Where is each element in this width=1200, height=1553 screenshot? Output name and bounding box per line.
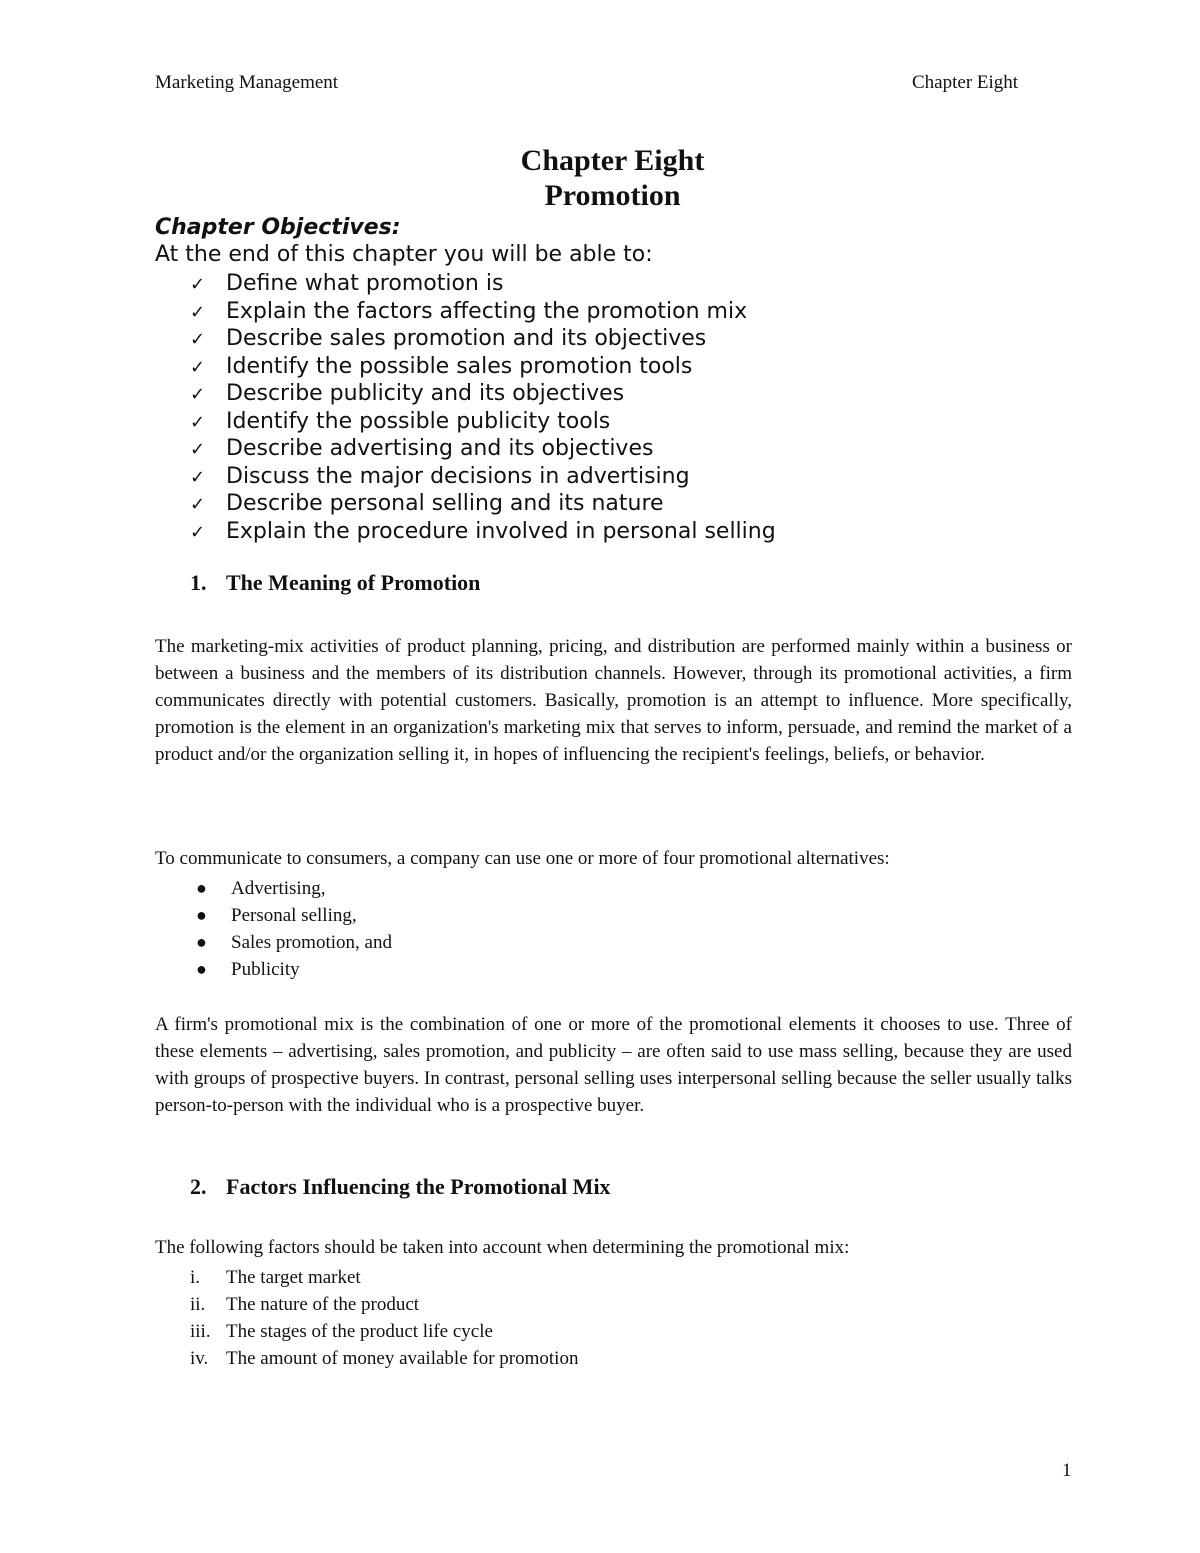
list-item	[196, 902, 392, 929]
objective-item	[190, 463, 776, 491]
list-item-text: Personal selling,	[231, 905, 357, 926]
running-header-right: Chapter Eight	[912, 72, 1019, 93]
check-icon: ✓	[190, 356, 206, 378]
section-heading-factors	[190, 1174, 611, 1200]
objective-text: Discuss the major decisions in advertising	[226, 463, 690, 489]
list-item-number: iii.	[190, 1321, 211, 1342]
check-icon: ✓	[190, 274, 206, 295]
running-header-left: Marketing Management	[155, 72, 339, 93]
objectives-list	[190, 270, 776, 545]
check-icon: ✓	[190, 411, 206, 433]
objective-text: Explain the procedure involved in personal selling	[226, 518, 776, 544]
alternatives-list	[196, 875, 392, 983]
list-item	[196, 929, 392, 956]
bullet-icon: ●	[196, 878, 207, 898]
list-item-text: Advertising,	[231, 878, 326, 899]
objective-text: Describe advertising and its objectives	[226, 436, 654, 461]
paragraph-promotional-mix: A firm's promotional mix is the combination of one or more of the promotional elements it chooses to use. Three of these elements – advertising, sales promotion, and publicity – are often said to use mass selling, because they are used with groups of prospective buyers. In contrast, personal selling uses interpersonal selling because the seller usually talks person-to-person with the individual who is a prospective buyer.	[155, 1014, 1072, 1116]
section-number: 2.	[190, 1174, 207, 1199]
bullet-icon: ●	[196, 959, 207, 979]
section-heading-meaning	[190, 570, 480, 596]
list-item-number: i.	[190, 1267, 201, 1288]
chapter-title-line2: Promotion	[544, 179, 681, 212]
objective-text: Identify the possible sales promotion tools	[226, 353, 693, 379]
objective-text: Describe sales promotion and its objectives	[226, 326, 707, 351]
objective-item	[190, 270, 776, 298]
list-item	[190, 1291, 578, 1318]
paragraph-factors-intro: The following factors should be taken into account when determining the promotional mix:	[155, 1237, 850, 1258]
bullet-icon: ●	[196, 932, 207, 952]
objective-item	[190, 325, 776, 353]
list-item-text: The nature of the product	[226, 1294, 420, 1315]
factors-list	[190, 1264, 578, 1372]
section-title: The Meaning of Promotion	[226, 570, 481, 595]
check-icon: ✓	[190, 329, 206, 350]
objective-item	[190, 518, 776, 546]
objective-text: Describe publicity and its objectives	[226, 381, 625, 406]
paragraph-meaning: The marketing-mix activities of product planning, pricing, and distribution are performed mainly within a business or between a business and the members of its distribution channels. However, through its promotional activities, a firm communicates directly with potential customers. Basically, promotion is an attempt to influence. More specifically, promotion is the element in an organization's marketing mix that serves to inform, persuade, and remind the market of a product and/or the organization selling it, in hopes of influencing the recipient's feelings, beliefs, or behavior.	[155, 636, 1072, 765]
check-icon: ✓	[190, 494, 206, 515]
objective-text: Define what promotion is	[226, 271, 504, 296]
bullet-icon: ●	[196, 905, 207, 925]
chapter-title	[0, 143, 1200, 213]
page-number: 1	[1062, 1460, 1072, 1481]
objectives-heading: Chapter Objectives:	[155, 215, 401, 240]
check-icon: ✓	[190, 439, 206, 460]
objective-text: Identify the possible publicity tools	[226, 408, 611, 434]
section-number: 1.	[190, 570, 207, 595]
list-item-text: Sales promotion, and	[231, 932, 392, 953]
check-icon: ✓	[190, 301, 206, 323]
objective-item	[190, 353, 776, 381]
list-item	[190, 1345, 578, 1372]
list-item-number: ii.	[190, 1294, 206, 1315]
list-item	[190, 1318, 578, 1345]
list-item	[196, 956, 392, 983]
check-icon: ✓	[190, 466, 206, 488]
list-item-text: The stages of the product life cycle	[226, 1321, 493, 1342]
list-item-number: iv.	[190, 1348, 209, 1369]
list-item-text: The target market	[226, 1267, 361, 1288]
objective-item	[190, 408, 776, 436]
paragraph-alternatives: To communicate to consumers, a company can use one or more of four promotional alternatives:	[155, 848, 890, 869]
check-icon: ✓	[190, 521, 206, 543]
objective-item	[190, 380, 776, 408]
objective-text: Describe personal selling and its nature	[226, 491, 664, 516]
list-item	[196, 875, 392, 902]
chapter-title-line1: Chapter Eight	[520, 144, 705, 177]
list-item-text: The amount of money available for promotion	[226, 1348, 579, 1369]
objective-item	[190, 298, 776, 326]
objectives-intro: At the end of this chapter you will be able to:	[155, 242, 653, 267]
objective-item	[190, 490, 776, 518]
objective-item	[190, 435, 776, 463]
list-item-text: Publicity	[231, 959, 300, 980]
objective-text: Explain the factors affecting the promotion mix	[226, 298, 748, 324]
list-item	[190, 1264, 578, 1291]
check-icon: ✓	[190, 384, 206, 405]
section-title: Factors Influencing the Promotional Mix	[226, 1174, 611, 1199]
